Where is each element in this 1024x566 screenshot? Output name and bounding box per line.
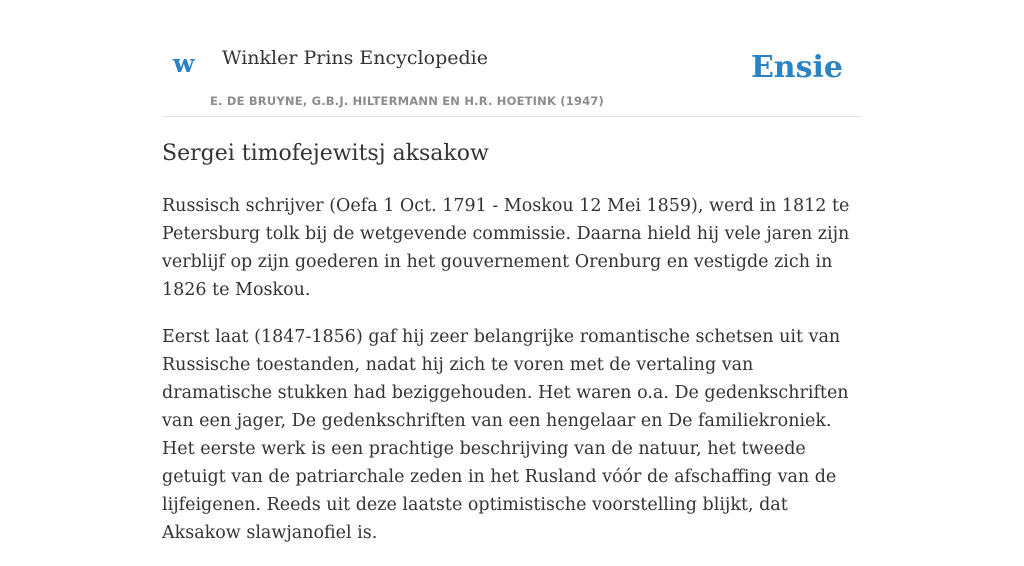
page-container: [162, 0, 862, 543]
article-body: [162, 192, 867, 566]
article-paragraph: Russisch schrijver (Oefa 1 Oct. 1791 - Moskou 12 Mei 1859), werd in 1812 te Petersburg tolk bij de wetgevende commissie. Daarna hield hij vele jaren zijn verblijf op zijn goederen in het gouvernement Orenburg en vestigde zich in 1826 te Moskou.: [162, 196, 850, 300]
publication-logo-icon[interactable]: w: [173, 49, 195, 78]
publication-authors: E. DE BRUYNE, G.B.J. HILTERMANN EN H.R. HOETINK (1947): [210, 94, 605, 108]
article-paragraph: Eerst laat (1847-1856) gaf hij zeer belangrijke romantische schetsen uit van Russische toestanden, nadat hij zich te voren met de vertaling van dramatische stukken had beziggehouden. Het waren o.a. De gedenkschriften van een jager, De gedenkschriften van een hengelaar en De familiekroniek. Het eerste werk is een prachtige beschrijving van de natuur, het tweede getuigt van de patriarchale zeden in het Rusland vóór de afschaffing van de lijfeigenen. Reeds uit deze laatste optimistische voorstelling blijkt, dat Aksakow slawjanofiel is.: [162, 327, 849, 543]
publication-header: [162, 0, 862, 117]
article-title: Sergei timofejewitsj aksakow: [162, 141, 489, 166]
publication-title[interactable]: Winkler Prins Encyclopedie: [222, 47, 488, 69]
ensie-brand-logo[interactable]: Ensie: [750, 50, 843, 85]
